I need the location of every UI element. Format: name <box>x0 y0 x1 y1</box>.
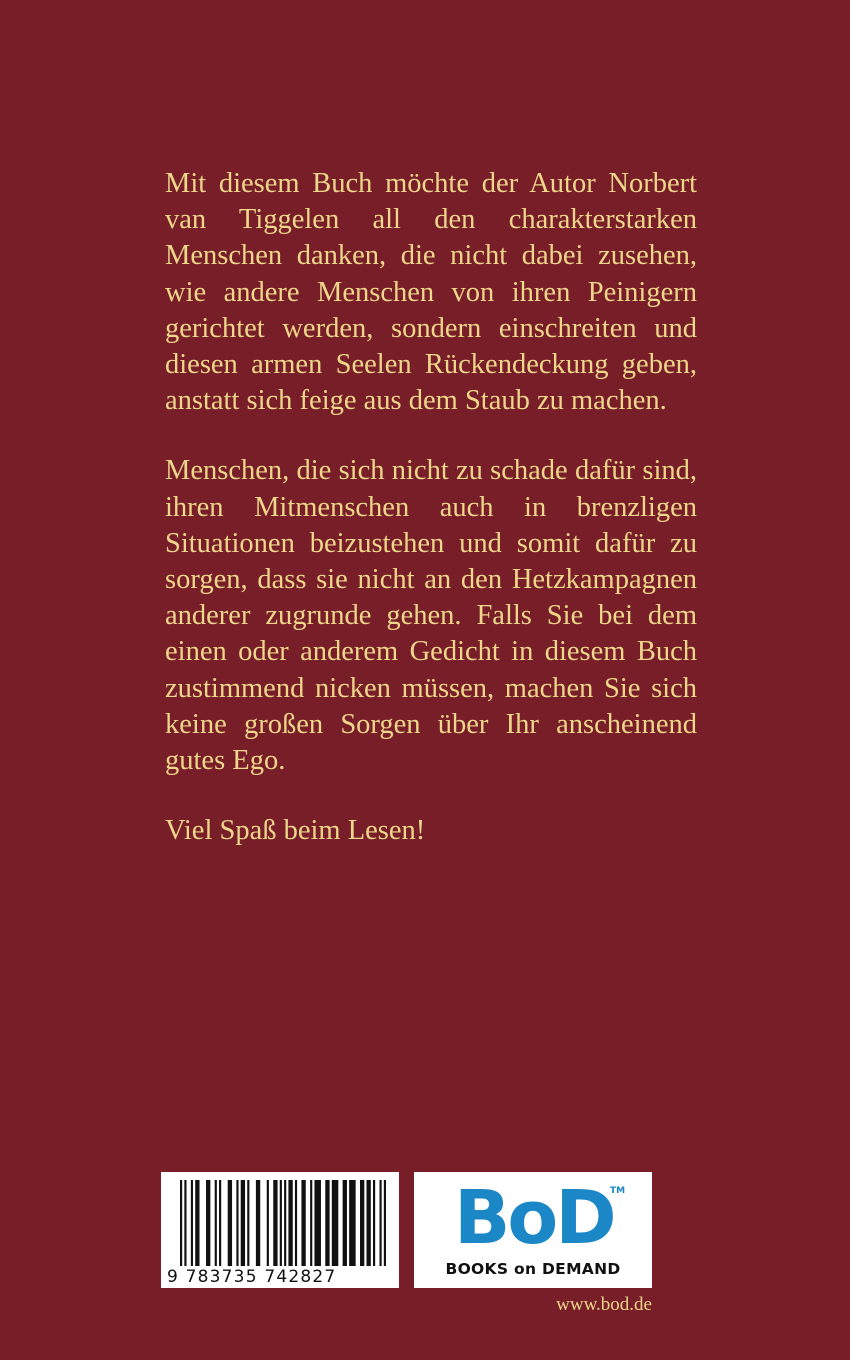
barcode-bar <box>219 1180 221 1266</box>
barcode-bar <box>379 1180 381 1266</box>
trademark-symbol: TM <box>610 1186 626 1196</box>
barcode-bar <box>343 1180 347 1266</box>
barcode-bar <box>236 1180 238 1266</box>
tagline-on: on <box>514 1260 537 1278</box>
tagline-demand: DEMAND <box>542 1260 621 1278</box>
barcode-bar <box>332 1180 339 1266</box>
barcode-bar <box>195 1180 199 1266</box>
barcode-bar <box>325 1180 329 1266</box>
blurb-paragraph-3: Viel Spaß beim Lesen! <box>165 815 426 847</box>
barcode-bar <box>180 1180 182 1266</box>
barcode-bar <box>284 1180 286 1266</box>
barcode-bars <box>180 1180 386 1266</box>
barcode-bar <box>191 1180 193 1266</box>
barcode-bar <box>247 1180 249 1266</box>
barcode-bar <box>384 1180 386 1266</box>
barcode-bar <box>349 1180 356 1266</box>
barcode-bar <box>295 1180 297 1266</box>
barcode-bar <box>360 1180 364 1266</box>
barcode-bar <box>228 1180 232 1266</box>
publisher-tagline <box>414 1260 652 1278</box>
publisher-logo <box>414 1172 652 1288</box>
bod-logo-mark: BoD <box>454 1175 614 1261</box>
barcode-bar <box>241 1180 245 1266</box>
barcode-bar <box>288 1180 292 1266</box>
barcode-bar <box>373 1180 375 1266</box>
barcode-bar <box>366 1180 370 1266</box>
barcode-bar <box>206 1180 210 1266</box>
back-cover-blurb <box>165 166 697 849</box>
barcode-digits: 9 783735 742827 <box>167 1267 337 1287</box>
barcode-bar <box>301 1180 305 1266</box>
isbn-barcode <box>161 1172 399 1288</box>
barcode-bar <box>267 1180 269 1266</box>
publisher-website: www.bod.de <box>556 1294 652 1315</box>
tagline-books: BOOKS <box>445 1260 509 1278</box>
barcode-bar <box>184 1180 186 1266</box>
barcode-bar <box>310 1180 312 1266</box>
barcode-bar <box>273 1180 277 1266</box>
barcode-bar <box>280 1180 282 1266</box>
barcode-bar <box>256 1180 260 1266</box>
barcode-bar <box>314 1180 321 1266</box>
barcode-bar <box>215 1180 217 1266</box>
blurb-paragraph-1: Mit diesem Buch möchte der Autor Norbert van Tiggelen all den charakterstarken Menschen danken, die nicht dabei zusehen, wie andere Menschen von ihren Peinigern gerichtet werden, sondern einschreiten und diesen armen Seelen Rückendeckung geben, anstatt sich feige aus dem Staub zu machen. <box>165 168 697 417</box>
blurb-paragraph-2: Menschen, die sich nicht zu schade dafür sind, ihren Mitmenschen auch in brenzligen Situationen beizustehen und somit dafür zu sorgen, dass sie nicht an den Hetzkampagnen anderer zugrunde gehen. Falls Sie bei dem einen oder anderem Gedicht in diesem Buch zustimmend nicken müssen, machen Sie sich keine großen Sorgen über Ihr anscheinend gutes Ego. <box>165 455 697 777</box>
